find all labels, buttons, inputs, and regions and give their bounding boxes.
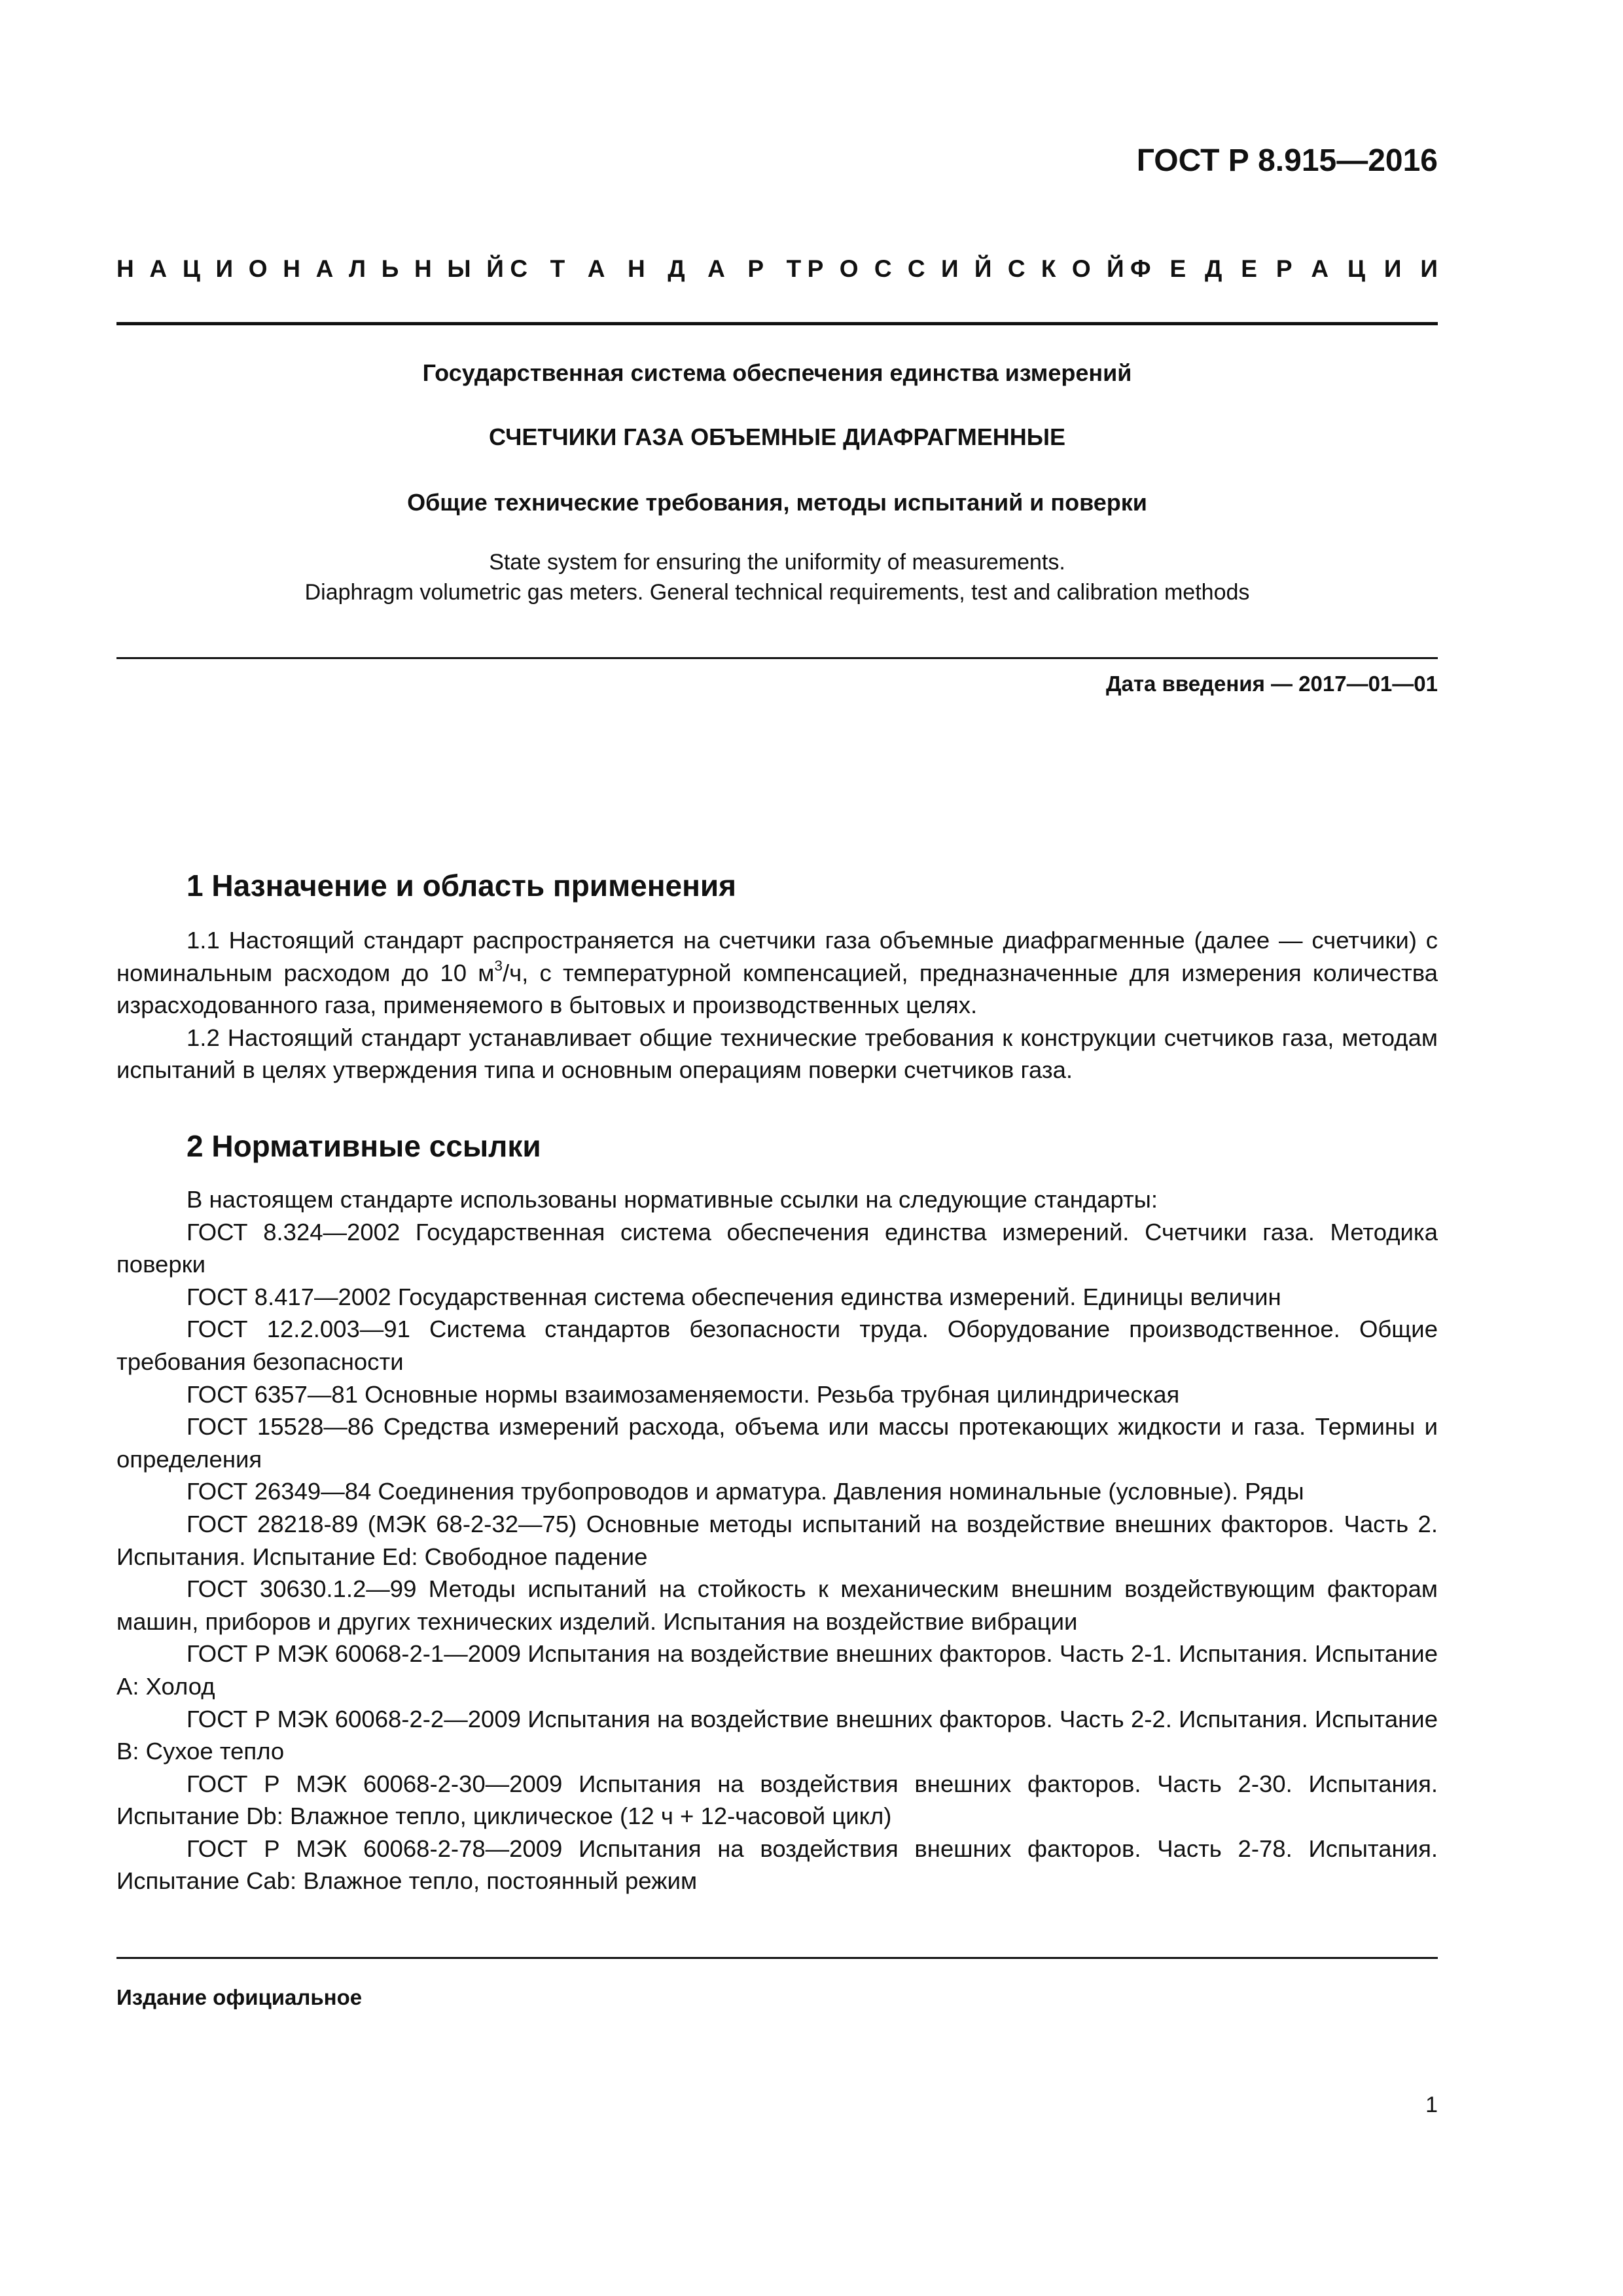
heading-letter: О (248, 255, 268, 282)
paragraph-1-2: 1.2 Настоящий стандарт устанавливает общие технические требования к конструкции счетчиков газа, методам испытаний в целях утверждения типа и основным операциям поверки счетчиков газа. (116, 1024, 1438, 1084)
heading-letter: И (940, 255, 959, 282)
reference-item: ГОСТ 30630.1.2—99 Методы испытаний на стойкость к механическим внешним воздействующим факторам машин, приборов и других технических изделий. Испытания на воздействие вибрации (116, 1575, 1438, 1635)
reference-item: ГОСТ 26349—84 Соединения трубопроводов и арматура. Давления номинальные (условные). Ряды (187, 1478, 1304, 1505)
heading-letter: Е (1169, 255, 1186, 282)
heading-letter: Д (668, 255, 685, 282)
page-number: 1 (1425, 2092, 1438, 2117)
header-rule (116, 322, 1438, 325)
heading-letter: Р (1275, 255, 1293, 282)
heading-letter: Р (747, 255, 764, 282)
references-intro: В настоящем стандарте использованы нормативные ссылки на следующие стандарты: (187, 1186, 1158, 1213)
reference-item: ГОСТ 8.324—2002 Государственная система обеспечения единства измерений. Счетчики газа. Методика поверки (116, 1218, 1438, 1278)
federation-word (1130, 257, 1438, 281)
heading-letter: Т (786, 255, 802, 282)
reference-item: ГОСТ 28218-89 (МЭК 68-2-32—75) Основные методы испытаний на воздействие внешних факторов. Часть 2. Испытания. Испытание Ed: Свободное падение (116, 1510, 1438, 1570)
heading-letter: А (587, 255, 605, 282)
heading-letter: Н (414, 255, 432, 282)
heading-letter: С (907, 255, 925, 282)
heading-letter: Р (807, 255, 824, 282)
heading-letter: С (510, 255, 528, 282)
title-system: Государственная система обеспечения единства измерений (422, 359, 1132, 386)
section-1-body (116, 924, 1438, 1086)
heading-letter: Ф (1130, 255, 1151, 282)
title-subtitle: Общие технические требования, методы испытаний и поверки (407, 489, 1147, 516)
heading-letter: А (149, 255, 168, 282)
heading-letter: Л (349, 255, 366, 282)
national-word (116, 257, 504, 281)
paragraph-1-1: 1.1 Настоящий стандарт распространяется на счетчики газа объемные диафрагменные (далее — счетчики) с номинальным расходом до 10 $м^3/ч$, с температурной компенсацией, предназначенные для измерения количества израсходованного газа, применяемого в бытовых и производственных целях. (116, 927, 1438, 1019)
russian-word (808, 257, 1124, 281)
section-2-body (116, 1183, 1438, 1897)
heading-letter: Й (974, 255, 992, 282)
reference-item: ГОСТ 6357—81 Основные нормы взаимозаменяемости. Резьба трубная цилиндрическая (187, 1380, 1180, 1408)
document-number: ГОСТ Р 8.915—2016 (1136, 143, 1438, 178)
heading-letter: Н (283, 255, 300, 282)
heading-letter: Ц (1347, 255, 1366, 282)
heading-letter: Е (1241, 255, 1257, 282)
reference-item: ГОСТ 12.2.003—91 Система стандартов безопасности труда. Оборудование производственное. Общие требования безопасности (116, 1316, 1438, 1375)
reference-item: ГОСТ Р МЭК 60068-2-1—2009 Испытания на воздействие внешних факторов. Часть 2-1. Испытания. Испытание А: Холод (116, 1640, 1438, 1700)
heading-letter: А (1311, 255, 1329, 282)
heading-letter: Д (1205, 255, 1222, 282)
heading-letter: А (315, 255, 334, 282)
section-1-title: 1 Назначение и область применения (187, 869, 736, 903)
title-english-line-1: State system for ensuring the uniformity of measurements. (489, 550, 1065, 575)
heading-letter: О (839, 255, 859, 282)
edition-label: Издание официальное (116, 1985, 363, 2009)
title-main: СЧЕТЧИКИ ГАЗА ОБЪЕМНЫЕ ДИАФРАГМЕННЫЕ (488, 423, 1066, 450)
title-english (116, 547, 1438, 607)
heading-letter: С (1007, 255, 1026, 282)
heading-letter: И (1420, 255, 1438, 282)
heading-letter: К (1041, 255, 1056, 282)
heading-letter: Н (628, 255, 645, 282)
heading-letter: А (707, 255, 725, 282)
heading-letter: И (215, 255, 234, 282)
heading-letter: Й (1106, 255, 1124, 282)
heading-letter: Ь (381, 255, 399, 282)
reference-item: ГОСТ Р МЭК 60068-2-30—2009 Испытания на воздействия внешних факторов. Часть 2-30. Испытания. Испытание Db: Влажное тепло, циклическое (12 ч + 12-часовой цикл) (116, 1770, 1438, 1830)
heading-letter: Ы (447, 255, 471, 282)
footer-rule (116, 1957, 1438, 1959)
heading-letter: Т (550, 255, 565, 282)
standard-word (510, 257, 801, 281)
reference-item: ГОСТ 15528—86 Средства измерений расхода, объема или массы протекающих жидкости и газа. Термины и определения (116, 1413, 1438, 1473)
national-standard-heading (116, 257, 1438, 281)
reference-item: ГОСТ 8.417—2002 Государственная система обеспечения единства измерений. Единицы величин (187, 1283, 1281, 1310)
title-rule (116, 657, 1438, 659)
heading-letter: Н (116, 255, 134, 282)
introduction-date: Дата введения — 2017—01—01 (1106, 672, 1438, 696)
heading-letter: Й (486, 255, 504, 282)
heading-letter: С (874, 255, 892, 282)
heading-letter: И (1383, 255, 1402, 282)
reference-item: ГОСТ Р МЭК 60068-2-78—2009 Испытания на воздействия внешних факторов. Часть 2-78. Испытания. Испытание Cab: Влажное тепло, постоянный режим (116, 1835, 1438, 1895)
heading-letter: Ц (182, 255, 200, 282)
title-english-line-2: Diaphragm volumetric gas meters. General technical requirements, test and calibration methods (304, 580, 1250, 605)
reference-item: ГОСТ Р МЭК 60068-2-2—2009 Испытания на воздействие внешних факторов. Часть 2-2. Испытания. Испытание В: Сухое тепло (116, 1705, 1438, 1765)
section-2-title: 2 Нормативные ссылки (187, 1129, 541, 1163)
heading-letter: О (1071, 255, 1091, 282)
